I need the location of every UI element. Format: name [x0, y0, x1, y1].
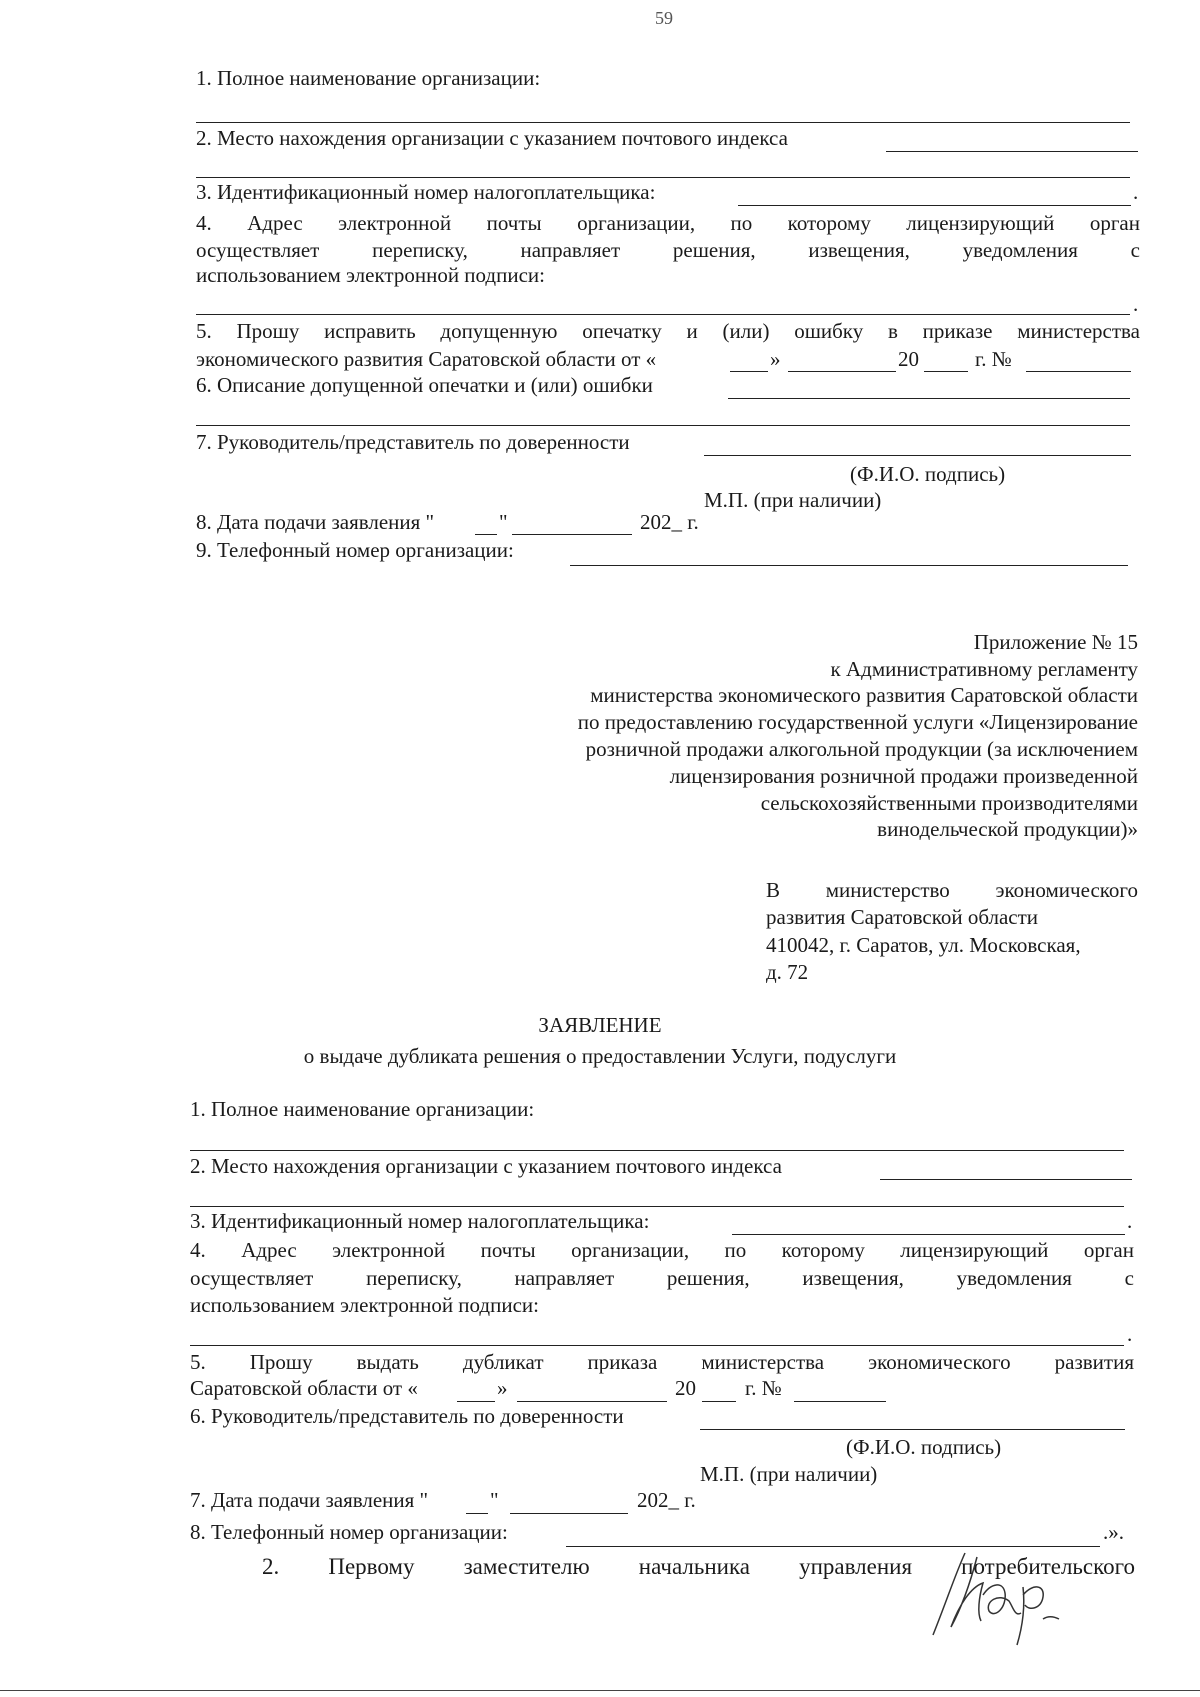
form1-field-2-line-a[interactable]	[886, 151, 1138, 152]
form2-fio-caption: (Ф.И.О. подпись)	[846, 1435, 1002, 1459]
form1-field-7-label: 7. Руководитель/представитель по доверенности	[196, 430, 630, 454]
page-number: 59	[655, 8, 673, 28]
form1-fio-caption: (Ф.И.О. подпись)	[850, 462, 1006, 486]
form1-stamp-caption: М.П. (при наличии)	[704, 488, 882, 512]
form2-field-7-label: 7. Дата подачи заявления "	[190, 1488, 429, 1512]
form2-date-day-line[interactable]	[466, 1513, 488, 1514]
form2-field-2-line-b[interactable]	[190, 1206, 1124, 1207]
appendix-line: по предоставлению государственной услуги «Лицензирование	[577, 710, 1138, 734]
form1-field-2-label: 2. Место нахождения организации с указанием почтового индекса	[196, 126, 788, 150]
form1-field-3-line[interactable]	[738, 205, 1131, 206]
appendix-line: министерства экономического развития Саратовской области	[590, 683, 1138, 707]
form1-year-line[interactable]	[924, 371, 968, 372]
appendix-line: винодельческой продукции)»	[877, 817, 1138, 841]
form1-field-1-label: 1. Полное наименование организации:	[196, 66, 541, 90]
form1-field-3-label: 3. Идентификационный номер налогоплательщика:	[196, 180, 656, 204]
form2-field-2-line-a[interactable]	[880, 1179, 1132, 1180]
form2-stamp-caption: М.П. (при наличии)	[700, 1462, 878, 1486]
form2-field-3-line[interactable]	[732, 1234, 1125, 1235]
appendix-line: Приложение № 15	[973, 630, 1138, 654]
form2-month-line[interactable]	[517, 1401, 667, 1402]
form2-field-4-line[interactable]	[190, 1345, 1124, 1346]
appendix-line: к Административному регламенту	[830, 657, 1138, 681]
appendix-line: сельскохозяйственными производителями	[760, 791, 1138, 815]
handwritten-signature	[925, 1535, 1095, 1655]
page-bottom-rule	[0, 1690, 1200, 1691]
form2-field-6-line[interactable]	[700, 1429, 1125, 1430]
form1-field-4-line-2: осуществляет переписку, направляет решения, извещения, уведомления с	[196, 238, 1140, 262]
form1-field-8-label: 8. Дата подачи заявления "	[196, 510, 435, 534]
addressee-line-3: 410042, г. Саратов, ул. Московская,	[766, 933, 1081, 957]
form2-field-6-label: 6. Руководитель/представитель по доверенности	[190, 1404, 624, 1428]
form1-date-month-line[interactable]	[512, 534, 632, 535]
form1-field-7-line[interactable]	[704, 455, 1131, 456]
appendix-line: лицензирования розничной продажи произведенной	[669, 764, 1138, 788]
document-title: ЗАЯВЛЕНИЕ	[538, 1013, 662, 1037]
form1-field-9-label: 9. Телефонный номер организации:	[196, 538, 514, 562]
form1-field-4-line-3: использованием электронной подписи:	[196, 263, 545, 287]
appendix-line: розничной продажи алкогольной продукции (за исключением	[585, 737, 1138, 761]
form2-closing-quote: .».	[1103, 1520, 1124, 1544]
form2-day-line[interactable]	[457, 1401, 495, 1402]
form1-day-line[interactable]	[730, 371, 768, 372]
form2-number-line[interactable]	[794, 1401, 886, 1402]
closing-paragraph-line: 2. Первому заместителю начальника управления потребительского	[262, 1554, 1135, 1579]
form2-year-line[interactable]	[702, 1401, 736, 1402]
form2-field-1-label: 1. Полное наименование организации:	[190, 1097, 535, 1121]
form1-date-day-line[interactable]	[475, 534, 497, 535]
form1-number-line[interactable]	[1026, 371, 1131, 372]
form2-field-5-line-2a: Саратовской области от «	[190, 1376, 418, 1400]
addressee-line-4: д. 72	[766, 960, 809, 984]
form1-field-1-line[interactable]	[196, 122, 1130, 123]
addressee-line-2: развития Саратовской области	[766, 905, 1039, 929]
form1-field-5-line-1: 5. Прошу исправить допущенную опечатку и (или) ошибку в приказе министерства	[196, 319, 1140, 343]
form2-field-4-line-3: использованием электронной подписи:	[190, 1293, 539, 1317]
form1-field-9-line[interactable]	[570, 565, 1128, 566]
form1-field-4-line[interactable]	[196, 314, 1130, 315]
form2-field-4-line-2: осуществляет переписку, направляет решения, извещения, уведомления с	[190, 1266, 1134, 1290]
form1-field-6-line-a[interactable]	[728, 398, 1130, 399]
form2-field-1-line[interactable]	[190, 1150, 1124, 1151]
addressee-line-1: В министерство экономического	[766, 878, 1138, 902]
form2-field-3-label: 3. Идентификационный номер налогоплательщика:	[190, 1209, 650, 1233]
form2-field-4-line-1: 4. Адрес электронной почты организации, по которому лицензирующий орган	[190, 1238, 1134, 1262]
form2-date-month-line[interactable]	[510, 1513, 628, 1514]
form2-field-8-label: 8. Телефонный номер организации:	[190, 1520, 508, 1544]
form2-field-5-line-1: 5. Прошу выдать дубликат приказа министерства экономического развития	[190, 1350, 1134, 1374]
form1-field-5-line-2a: экономического развития Саратовской области от «	[196, 347, 657, 371]
form1-month-line[interactable]	[788, 371, 896, 372]
form1-field-6-line-b[interactable]	[196, 425, 1130, 426]
form2-field-2-label: 2. Место нахождения организации с указанием почтового индекса	[190, 1154, 782, 1178]
form1-field-4-line-1: 4. Адрес электронной почты организации, по которому лицензирующий орган	[196, 211, 1140, 235]
document-subtitle: о выдаче дубликата решения о предоставлении Услуги, подуслуги	[303, 1044, 897, 1068]
form1-field-2-line-b[interactable]	[196, 177, 1130, 178]
form1-field-6-label: 6. Описание допущенной опечатки и (или) ошибки	[196, 373, 653, 397]
